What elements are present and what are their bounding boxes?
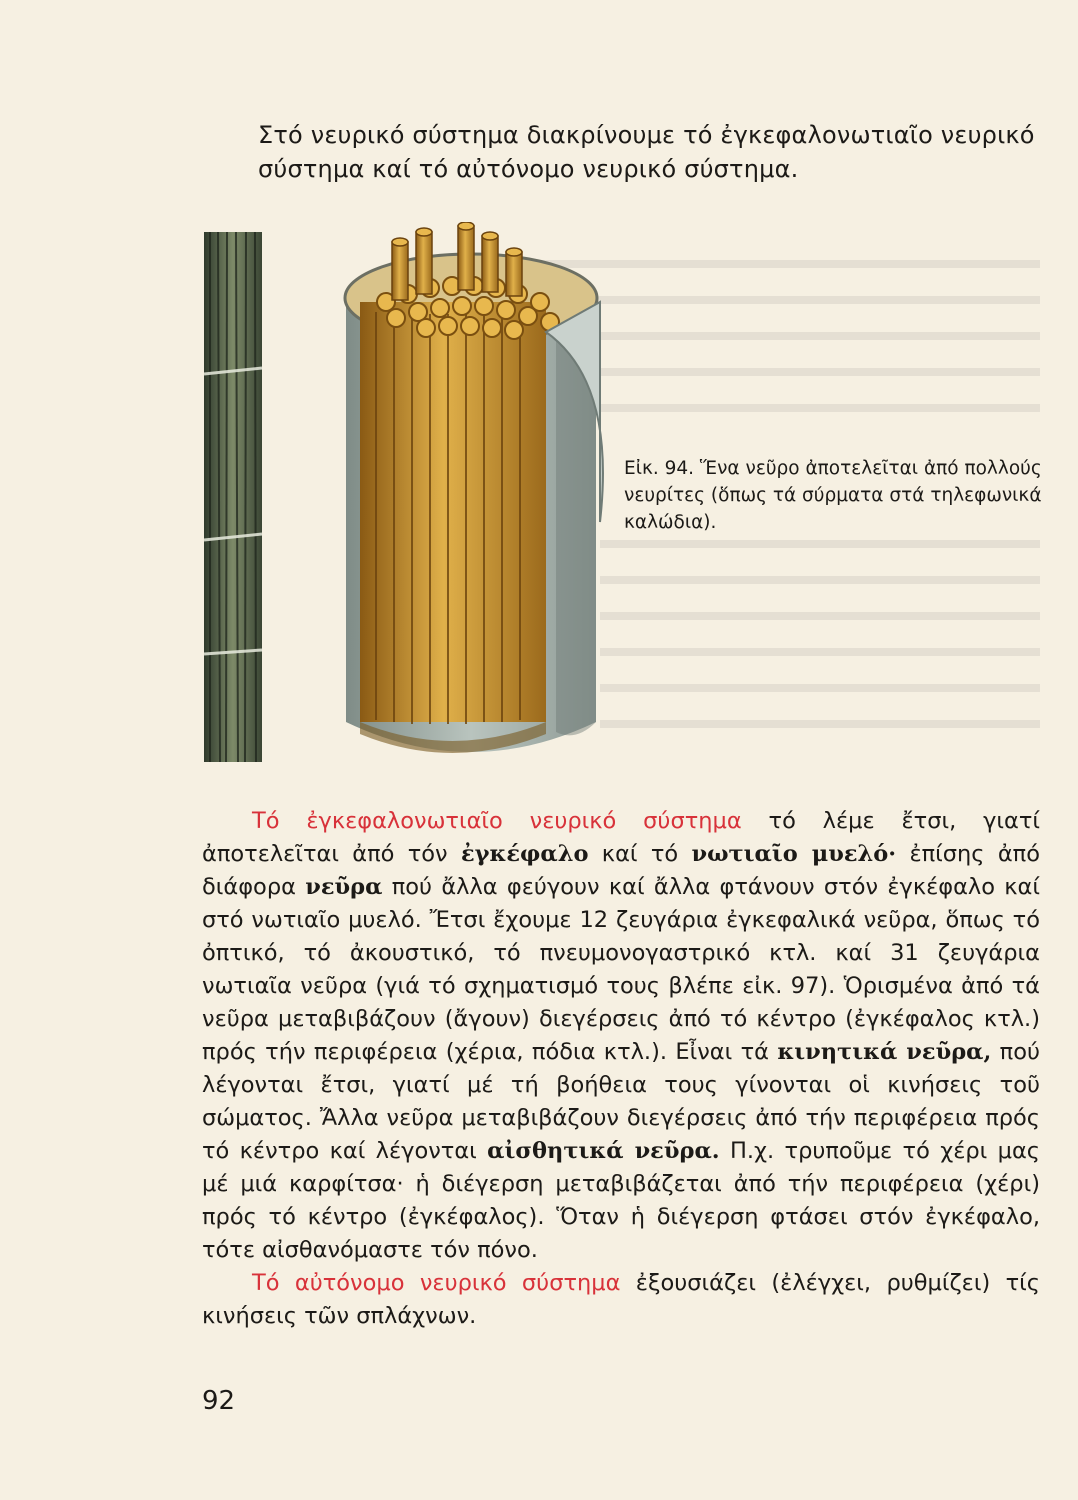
term-motor-nerves: κινητικά νεῦρα, [777, 1039, 992, 1065]
nerve-cross-section-illustration [196, 222, 606, 782]
text-run: τό λέμε ἔτσι, γιατί ἀποτελεῖται ἀπό τόν [202, 808, 1040, 867]
term-spinal-cord: νωτιαῖο μυελό· [691, 841, 897, 867]
cerebrospinal-heading: Τό ἐγκεφαλονωτιαῖο νευρικό σύστημα [252, 808, 742, 834]
term-sensory-nerves: αἰσθητικά νεῦρα. [487, 1138, 720, 1164]
nerve-fiber-bundle [360, 302, 546, 753]
term-brain: ἐγκέφαλο [460, 841, 589, 867]
intro-paragraph: Στό νευρικό σύστημα διακρίνουμε τό ἐγκεφαλονωτιαῖο νευρικό σύστημα καί τό αὐτόνομο νευρικό σύστημα. [258, 121, 1035, 183]
term-nerves: νεῦρα [305, 874, 383, 900]
main-text [202, 805, 1040, 1333]
text-run: ἐπίσης ἀπό διάφορα [202, 841, 1040, 900]
text-run: ἐξουσιάζει (ἐλέγχει, ρυθμίζει) τίς κινήσεις τῶν σπλάχνων. [202, 1270, 1040, 1329]
paragraph-autonomic [202, 1267, 1040, 1333]
autonomic-heading: Τό αὐτόνομο νευρικό σύστημα [252, 1270, 621, 1296]
page-number: 92 [202, 1386, 236, 1416]
text-run: καί τό [588, 841, 692, 867]
text-run: πού ἄλλα φεύγουν καί ἄλλα φτάνουν στόν ἐγκέφαλο καί στό νωτιαῖο μυελό. Ἔτσι ἔχουμε 12 ζευγάρια ἐγκεφαλικά νεῦρα, ὅπως τό ὀπτικό, τό ἀκουστικό, τό πνευμονογαστρικό κτλ. καί 31 ζευγάρια νωτιαῖα νεῦρα (γιά τό σχηματισμό τους βλέπε εἰκ. 97). Ὁρισμένα ἀπό τά νεῦρα μεταβιβάζουν (ἄγουν) διεγέρσεις ἀπό τό κέντρο (ἐγκέφαλος κτλ.) πρός τήν περιφέρεια (χέρια, πόδια κτλ.). Εἶναι τά [202, 874, 1041, 1065]
nerve-exterior-strand [204, 232, 262, 762]
text-run: Π.χ. τρυποῦμε τό χέρι μας μέ μιά καρφίτσα· ἡ διέγερση μεταβιβάζεται ἀπό τήν περιφέρεια (χέρι) πρός τό κέντρο (ἐγκέφαλος). Ὅταν ἡ διέγερση φτάσει στόν ἐγκέφαλο, τότε αἰσθανόμαστε τόν πόνο. [202, 1138, 1040, 1263]
text-run: πού λέγονται ἔτσι, γιατί μέ τή βοήθεια τους γίνονται οἱ κινήσεις τοῦ σώματος. Ἄλλα νεῦρα μεταβιβάζουν διεγέρσεις ἀπό τήν περιφέρεια πρός τό κέντρο καί λέγονται [202, 1039, 1041, 1164]
figure-caption: Εἰκ. 94. Ἕνα νεῦρο ἀποτελεῖται ἀπό πολλούς νευρίτες (ὅπως τά σύρματα στά τηλεφωνικά καλώδια). [624, 458, 1042, 533]
paragraph-cerebrospinal [202, 805, 1040, 1267]
